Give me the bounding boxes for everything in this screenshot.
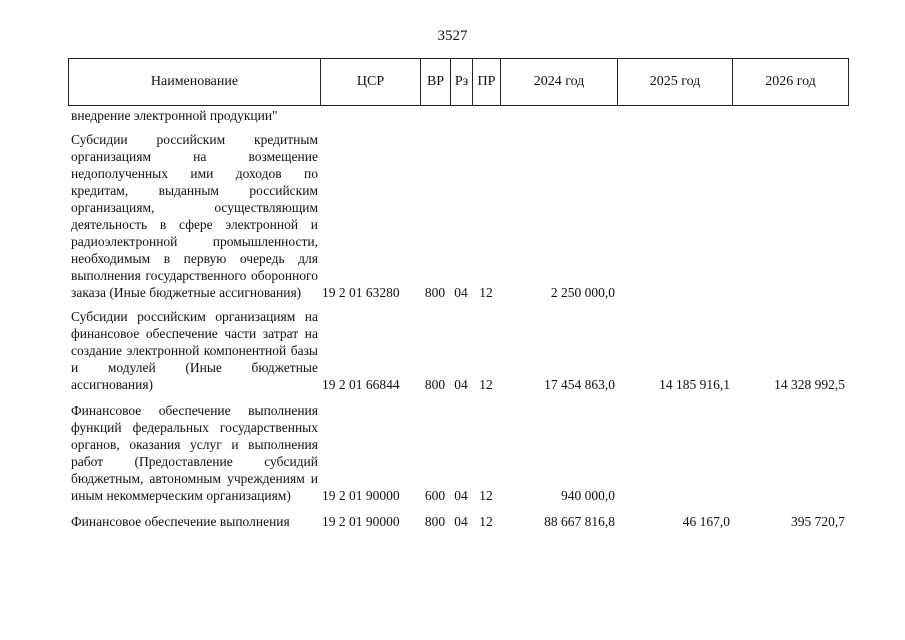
row-csr: 19 2 01 90000 [322,488,400,503]
table-row [68,308,849,393]
header-2025: 2025 год [618,59,733,105]
row-name: Финансовое обеспечение выполнения [71,514,290,529]
row-2024: 88 667 816,8 [544,514,615,529]
row-rz: 04 [454,285,468,300]
row-pr: 12 [479,488,493,503]
header-vr: ВР [421,59,451,105]
row-2025: 46 167,0 [682,514,730,529]
row-2025: 14 185 916,1 [659,377,730,392]
header-2026: 2026 год [765,74,816,89]
row-rz: 04 [454,488,468,503]
row-vr: 800 [424,514,446,529]
row-rz: 04 [454,377,468,392]
page-number: 3527 [437,28,468,44]
row-2024: 2 250 000,0 [550,285,615,300]
table-row [68,402,849,504]
row-rz: 04 [454,514,468,529]
row-2024: 940 000,0 [561,488,615,503]
table-row [68,513,849,530]
row-vr: 600 [424,488,446,503]
row-name: внедрение электронной продукции" [71,108,278,123]
row-csr: 19 2 01 90000 [322,514,400,529]
row-vr: 800 [424,285,446,300]
row-csr: 19 2 01 63280 [322,285,400,300]
table-header [68,58,849,106]
row-2026: 395 720,7 [791,514,845,529]
row-vr: 800 [424,377,446,392]
row-pr: 12 [479,377,493,392]
row-2024: 17 454 863,0 [544,377,615,392]
header-2024: 2024 год [501,59,618,105]
table-body [68,106,849,530]
row-name: Финансовое обеспечение выполнения функций федеральных государственных органов, оказания услуг и выполнения работ (Предоставление субсидий бюджетным, автономным учреждениям и иным некоммерческим организациям) [71,403,318,503]
header-name: Наименование [69,59,321,105]
table-row [68,106,849,124]
row-pr: 12 [479,285,493,300]
header-pr: ПР [473,59,501,105]
row-name: Субсидии российским организациям на финансовое обеспечение части затрат на создание электронной компонентной базы и модулей (Иные бюджетные ассигнования) [71,309,318,392]
table-row [68,131,849,301]
header-rz: Рз [451,59,473,105]
header-csr: ЦСР [321,59,421,105]
row-name: Субсидии российским кредитным организациям на возмещение недополученных ими доходов по кредитам, выданным российским организациям, осуществляющим деятельность в сфере электронной и радиоэлектронной промышленности, необходимым в первую очередь для выполнения государственного оборонного заказа (Иные бюджетные ассигнования) [71,132,318,300]
row-csr: 19 2 01 66844 [322,377,400,392]
row-pr: 12 [479,514,493,529]
row-2026: 14 328 992,5 [774,377,845,392]
